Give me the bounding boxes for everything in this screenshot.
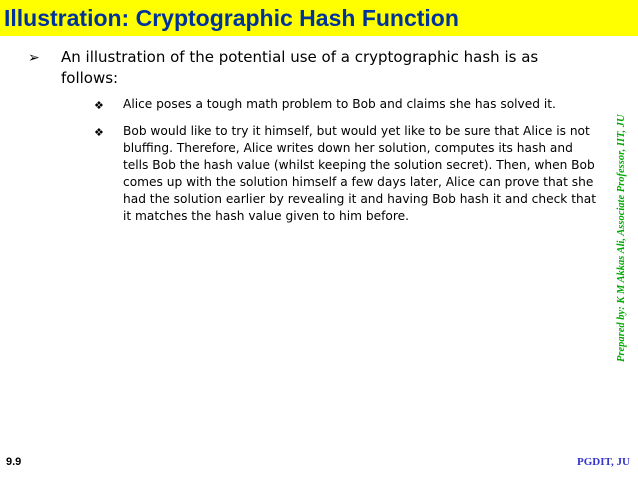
side-credit: Prepared by: K M Akkas Ali, Associate Professor, IIT, JU xyxy=(616,114,627,362)
slide-title: Illustration: Cryptographic Hash Function xyxy=(4,5,459,31)
main-bullet-text: An illustration of the potential use of a cryptographic hash is as follows: xyxy=(61,48,539,87)
sub-bullet-text: Bob would like to try it himself, but would yet like to be sure that Alice is not bluffing. Therefore, Alice writes down her solution, computes its hash and tells Bob the hash value (whilst keeping the solution secret). Then, when Bob comes up with the solution himself a few days later, Alice can prove that she had the solution earlier by revealing it and having Bob hash it and check that it matches the hash value given to him before. xyxy=(123,124,596,223)
arrow-bullet-icon: ➢ xyxy=(28,50,40,66)
diamond-bullet-icon: ❖ xyxy=(94,99,104,112)
footer-label: PGDIT, JU xyxy=(577,456,630,468)
slide-number: 9.9 xyxy=(6,456,22,468)
sub-bullet-text: Alice poses a tough math problem to Bob and claims she has solved it. xyxy=(123,97,556,111)
title-bar xyxy=(0,0,638,36)
diamond-bullet-icon: ❖ xyxy=(94,126,104,139)
